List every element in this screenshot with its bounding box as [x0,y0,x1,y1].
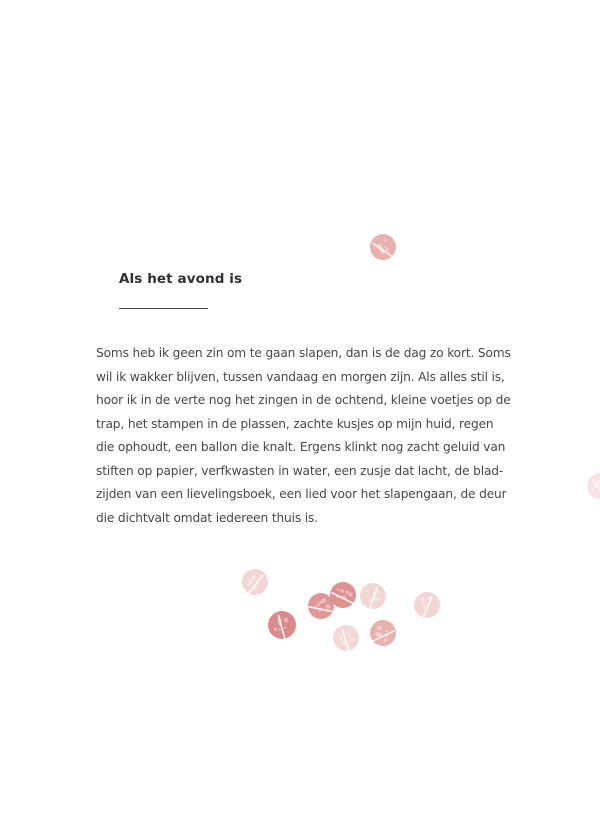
body-line: trap, het stampen in de plassen, zachte kusjes op mijn huid, regen [96,416,494,431]
title-underline [119,308,208,309]
body-text [96,342,511,530]
body-line: zijden van een lievelingsboek, een lied voor het slapengaan, de deur [96,487,507,501]
body-line: Soms heb ik geen zin om te gaan slapen, dan is de dag zo kort. Soms [96,346,511,360]
confetti-dot-icon [241,568,269,596]
confetti-dot-icon [329,581,357,609]
confetti-dot-icon [413,591,441,619]
confetti-dot-icon [332,624,360,652]
confetti-dot-icon [586,472,600,500]
body-line: wil ik wakker blijven, tussen vandaag en morgen zijn. Als alles stil is, [96,369,505,384]
body-line: hoor ik in de verte nog het zingen in de ochtend, kleine voetjes op de [96,393,511,407]
body-line: die dichtvalt omdat iedereen thuis is. [96,510,318,525]
page-title: Als het avond is [119,271,243,287]
body-line: die ophoudt, een ballon die knalt. Ergens klinkt nog zacht geluid van [96,440,506,454]
body-line: stiften op papier, verfkwasten in water, een zusje dat lacht, de blad- [96,463,504,478]
confetti-dot-icon [359,582,387,610]
confetti-dot-icon [267,610,297,640]
confetti-dot-icon [369,233,397,261]
confetti-dot-icon [369,619,397,647]
